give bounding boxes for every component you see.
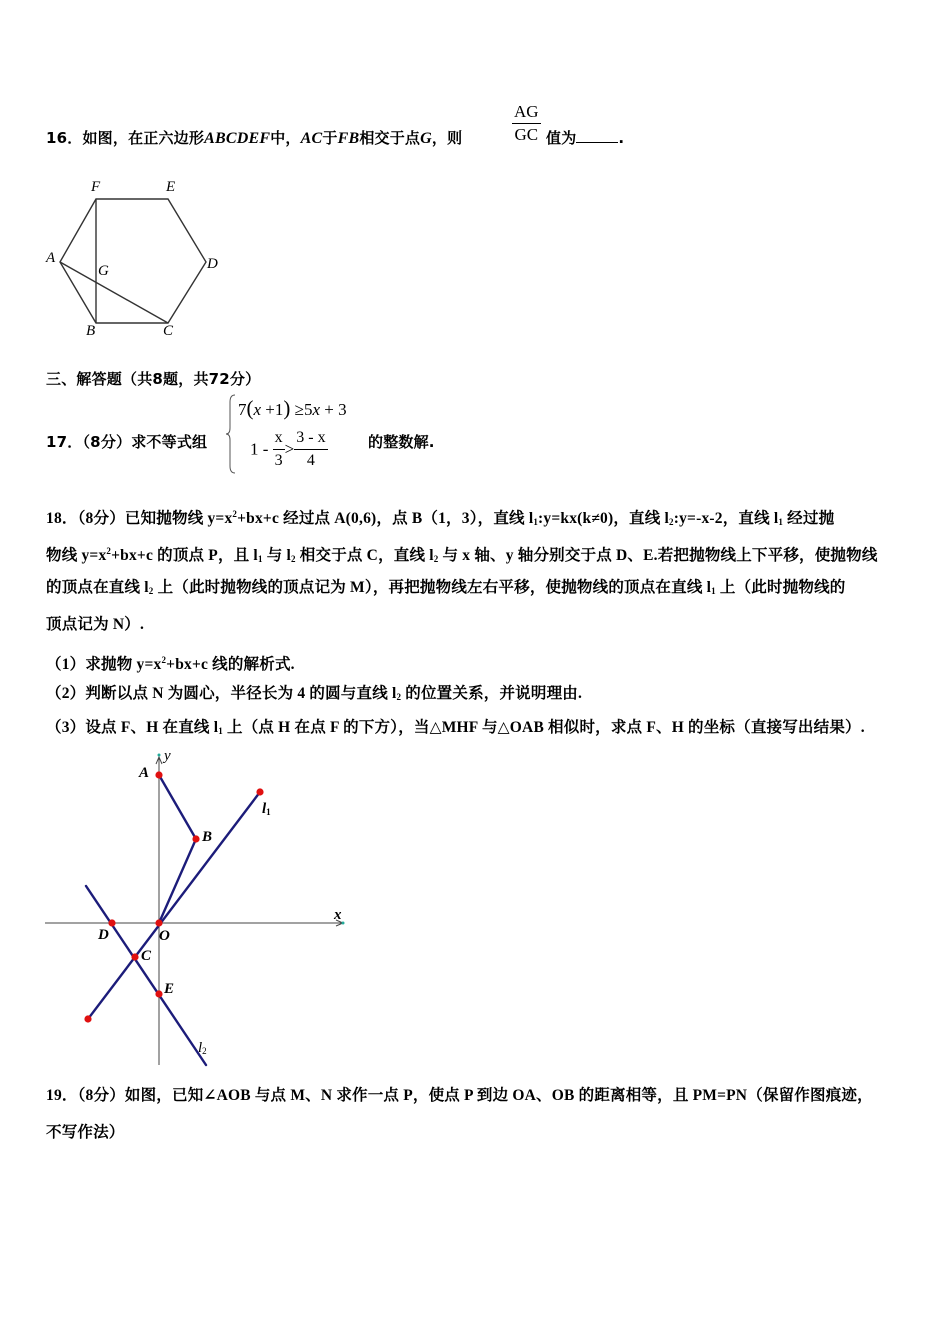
segment-bo: [159, 839, 196, 923]
label-line-l2: $l_2$: [198, 1040, 207, 1056]
brace: [226, 394, 236, 474]
point-l1-end: [256, 788, 263, 795]
point-a: [155, 771, 162, 778]
label-point-c: C: [141, 948, 152, 964]
line-l2: [86, 886, 206, 1065]
q16-fraction: [512, 101, 541, 146]
q16-answer: 值为 .: [546, 129, 625, 147]
hexagon-outline: [60, 199, 206, 323]
coordinate-graph: [40, 745, 360, 1075]
label-point-d: D: [98, 927, 109, 943]
answer-blank[interactable]: [576, 128, 618, 143]
y-axis-end: [158, 754, 161, 757]
axis-x-label: x: [334, 907, 342, 923]
frac-x-over-3: $\frac{x}{3}$: [274, 429, 283, 469]
label-point-e: E: [164, 981, 175, 997]
q18-sub-3: （3）设点 F、H 在直线 $l_1$ 上（点 H 在点 F 的下方），当△MHF 与△OAB 相似时，求点 F、H 的坐标（直接写出结果）.: [46, 719, 865, 736]
q18-line-2: 物线 $y=x^2+bx+c$ 的顶点 P，且 $l_1$ 与 $l_2$ 相交于点 C，直线 $l_2$ 与 x 轴、y 轴分别交于点 D、E.若把抛物线上下平移，使抛物线: [46, 546, 878, 564]
point-o: [155, 919, 162, 926]
label-e: E: [166, 179, 176, 195]
inequality-2: 1 - $\frac{x}{3}$ > $\frac{3 - x}{4}$: [250, 427, 328, 472]
point-e: [155, 990, 162, 997]
label-line-l1: $l_1$: [262, 801, 271, 817]
q16-number: 16．: [46, 129, 83, 147]
q18-sub-1: （1）求抛物 $y=x^2+bx+c$ 线的解析式.: [46, 655, 295, 673]
segment-ab: [159, 775, 196, 839]
point-d: [108, 919, 115, 926]
hexagon-name: ABCDEF: [204, 130, 271, 147]
inequality-1: 7(x +1) ≥5x + 3: [238, 396, 347, 420]
fraction-numerator: AG: [512, 101, 541, 124]
axis-y-label: y: [164, 748, 171, 764]
q18-line-4: 顶点记为 N）.: [46, 616, 145, 633]
label-a: A: [46, 250, 56, 266]
q18-line-3: 的顶点在直线 $l_2$ 上（此时抛物线的顶点记为 M），再把抛物线左右平移，使抛物线的顶点在直线 $l_1$ 上（此时抛物线的: [46, 579, 846, 596]
q19-line-2: 不写作法）: [46, 1124, 125, 1141]
segment-ac: [60, 262, 168, 323]
q18-sub-2: （2）判断以点 N 为圆心，半径长为 4 的圆与直线 $l_2$ 的位置关系，并说明理由.: [46, 685, 583, 702]
fraction-denominator: GC: [514, 125, 539, 144]
q17-tail: 的整数解.: [368, 433, 435, 451]
q17-text: 17．（8分）求不等式组: [46, 433, 208, 451]
frac-3-minus-x-over-4: $\frac{3 - x}{4}$: [296, 429, 326, 469]
label-c: C: [163, 323, 174, 339]
label-point-o: O: [159, 928, 170, 944]
q16-text: 16．如图，在正六边形ABCDEF中，AC于FB相交于点G，则: [46, 129, 463, 147]
point-l1-start: [84, 1015, 91, 1022]
label-point-a: A: [139, 765, 150, 781]
point-c: [131, 953, 138, 960]
q18-line-1: 18．（8分）已知抛物线 $y=x^2+bx+c$ 经过点 A(0,6)，点 B（1，3），直线 $l_1:y=kx(k\ne 0)$，直线 $l_2:y=-x-2$，直线 $l_1$ 经过抛: [46, 509, 835, 527]
section-heading: 三、解答题（共8题，共72分）: [46, 370, 261, 388]
label-d: D: [207, 256, 218, 272]
q19-line-1: 19．（8分）如图，已知∠AOB 与点 M、N 求作一点 P，使点 P 到边 OA、OB 的距离相等，且 PM=PN（保留作图痕迹，: [46, 1087, 873, 1104]
label-g: G: [98, 263, 109, 279]
label-f: F: [91, 179, 101, 195]
label-b: B: [86, 323, 96, 339]
point-b: [192, 835, 199, 842]
label-point-b: B: [202, 829, 213, 845]
